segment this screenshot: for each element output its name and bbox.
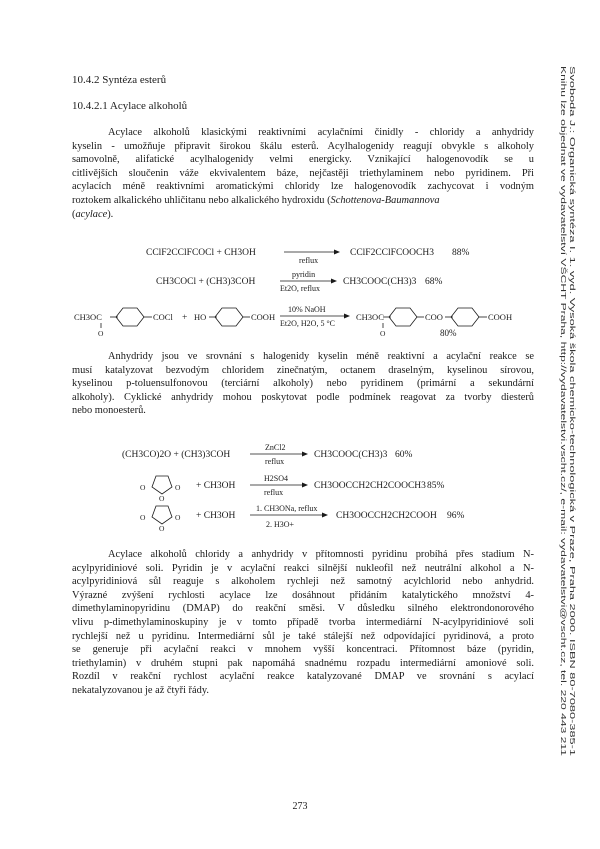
reactant-fragment: COOH <box>251 312 276 322</box>
condition: H2SO4 <box>264 474 289 483</box>
page-number: 273 <box>292 801 308 812</box>
reaction-2 <box>156 270 443 293</box>
text-line: nekatalyzovanou je až čtyři řády. <box>72 684 209 696</box>
text-line: dimethylaminopyridinu (DMAP) do reakční směsi. V důsledku silného elektrondonorového <box>72 603 534 615</box>
reactants: (CH3CO)2O + (CH3)3COH <box>122 450 231 460</box>
reactant-fragment: HO <box>194 312 207 322</box>
text-line: Výrazné zvýšení rychlosti acylace lze dosáhnout přidáním katalytického množství 4- <box>72 589 534 601</box>
text-line: samovolně, alifatické acylhalogenidy velmi energicky. Vznikající halogenovodík se u <box>72 154 534 166</box>
text-line: musí katalyzovat bezvodým chloridem zinečnatým, octanem draselným, kyselinou sírovou, <box>72 364 534 376</box>
ring-oxygen: O <box>140 483 146 492</box>
text-line: alkoholy). Cyklické anhydridy mohou poskytovat podle podmínek reagovat za tvorby diesterů <box>72 391 534 403</box>
text-line: triethylamin) v druhém stupni pak napomáhá snadnému rozpadu intermediární amoniové soli. <box>72 657 534 669</box>
product: CH3COOC(CH3)3 <box>314 450 388 460</box>
condition: reflux <box>264 488 284 497</box>
reaction-2 <box>140 474 445 503</box>
text-segment: roztokem alkalického uhličitanu nebo alkalického hydroxidu ( <box>72 194 331 206</box>
ring-oxygen: O <box>175 483 181 492</box>
reactants: + CH3OH <box>196 481 236 491</box>
succinic-anhydride <box>140 476 181 503</box>
arrowhead <box>344 314 350 319</box>
text-line: kyselin - umožňuje připravit širokou škálu esterů. Acylhalogenidy reagují obvykle s alkoholy <box>72 140 534 152</box>
section-heading: 10.4.2 Syntéza esterů <box>72 74 167 86</box>
text-line <box>72 194 534 208</box>
text-line: vlivu p-dimethylaminoskupiny je v tomto případě tvorba intermediární N-acylpyridiniové soli <box>72 616 534 628</box>
italic-term: acylace <box>75 208 108 220</box>
reaction-1 <box>122 443 413 466</box>
text-line: kyselinou p-toluensulfonovou (terciární alkoholy) nebo pyridinem (primární a sekundární <box>72 378 534 390</box>
paragraph-pyridine-dmap <box>72 548 534 698</box>
italic-term: Schottenova-Baumannova <box>330 194 440 206</box>
benzene-ring <box>389 308 417 326</box>
yield: 68% <box>425 277 443 287</box>
citation-sidebar <box>552 62 592 762</box>
paragraph-acyl-halides <box>72 126 534 221</box>
condition: pyridin <box>292 270 316 279</box>
product: CH3OOCCH2CH2COOH <box>336 511 437 521</box>
text-line: rychlejší než u pyridinu. Intermediární sůl je také stálejší než odpovídající pyridinová, a proto <box>72 630 534 642</box>
product-fragment: COOH <box>488 312 513 322</box>
condition: 1. CH3ONa, reflux <box>256 504 318 513</box>
text-line: nebo monoesterů. <box>72 405 146 417</box>
condition: 2. H3O+ <box>266 520 295 529</box>
arrowhead <box>302 452 308 457</box>
condition: ZnCl2 <box>265 443 286 452</box>
plus-sign: + <box>182 313 188 323</box>
carbonyl-oxygen: O <box>98 329 104 338</box>
product-fragment: COO <box>425 312 443 322</box>
condition: 10% NaOH <box>288 305 326 314</box>
benzene-ring <box>451 308 479 326</box>
reactants: + CH3OH <box>196 511 236 521</box>
paragraph-anhydrides <box>72 350 534 418</box>
citation-line: Knihu lze objednat ve vydavatelství VŠCHT Praha, http://vydavatelstvi.vscht.cz/, e-mail: vydavatelstvi@vscht.cz, tel. 220 443 211 <box>559 66 568 476</box>
benzene-ring <box>215 308 243 326</box>
product: CH3OOCCH2CH2COOCH3 <box>314 481 426 491</box>
text-line: acylpyridiniové soli. Pyridin je v acylační reakci silnější nukleofil než neutrální alkohol a N- <box>72 562 534 574</box>
benzene-ring <box>116 308 144 326</box>
carbonyl-oxygen: O <box>380 329 386 338</box>
product-fragment: CH3OC <box>356 312 384 322</box>
condition: reflux <box>265 457 285 466</box>
reactant-fragment: CH3OC <box>74 312 102 322</box>
arrowhead <box>334 250 340 255</box>
text-line: Rozdíl v reakční rychlost acylační reakce katalyzované DMAP ve srovnání s acylací <box>72 671 534 683</box>
condition: Et2O, reflux <box>280 284 320 293</box>
yield: 60% <box>395 450 413 460</box>
text-line: (acylace). <box>72 208 114 220</box>
yield: 80% <box>440 328 457 338</box>
ring-oxygen: O <box>159 494 165 503</box>
reaction-3 <box>140 504 465 533</box>
text-line: Acylace alkoholů chloridy a anhydridy v přítomnosti pyridinu probíhá přes stadium N- <box>108 549 534 560</box>
citation-line: Svoboda J.: Organická syntéza I. 1. vyd. Vysoká škola chemicko-technologická v Praze, Praha 2000. ISBN 80-7080-385-1 <box>568 66 577 455</box>
product: CClF2CClFCOOCH3 <box>350 248 434 258</box>
ring-oxygen: O <box>175 513 181 522</box>
text-line: se generuje při acylační reakci v mnohem vyšší koncentraci. Přítomnost báze (pyridin, <box>72 644 534 656</box>
reaction-3 <box>74 305 512 338</box>
yield: 85% <box>427 481 445 491</box>
arrowhead <box>302 483 308 488</box>
text-line: citlivějších sloučenin váže ekvivalentem báze, nejčastěji triethylaminem nebo pyridinem. Při <box>72 167 534 179</box>
text-line: acylpyridiniová sůl reaguje s alkoholem rychleji než samotný acylchlorid nebo anhydrid. <box>72 576 534 588</box>
text-line: Acylace alkoholů klasickými reaktivními acylačními činidly - chloridy a anhydridy <box>108 127 534 138</box>
reaction-1 <box>146 248 470 265</box>
arrowhead <box>331 279 337 284</box>
reaction-scheme-acyl-chlorides <box>60 236 550 340</box>
reaction-scheme-anhydrides <box>60 436 550 536</box>
text-line: acylacích méně reaktivními aromatickými chloridy lze halogenovodík zachycovat i vodným <box>72 181 534 193</box>
reactants: CH3COCl + (CH3)3COH <box>156 277 256 287</box>
reactant-fragment: COCl <box>153 312 173 322</box>
ring-oxygen: O <box>140 513 146 522</box>
yield: 88% <box>452 248 470 258</box>
yield: 96% <box>447 511 465 521</box>
succinic-anhydride <box>140 506 181 533</box>
ring-oxygen: O <box>159 524 165 533</box>
condition: Et2O, H2O, 5 °C <box>280 319 335 328</box>
product: CH3COOC(CH3)3 <box>343 277 417 287</box>
subsection-heading: 10.4.2.1 Acylace alkoholů <box>72 100 188 112</box>
arrowhead <box>322 513 328 518</box>
condition: reflux <box>299 256 319 265</box>
reactants: CClF2CClFCOCl + CH3OH <box>146 248 256 258</box>
text-line: Anhydridy jsou ve srovnání s halogenidy kyselin méně reaktivní a acylační reakce se <box>108 351 534 362</box>
